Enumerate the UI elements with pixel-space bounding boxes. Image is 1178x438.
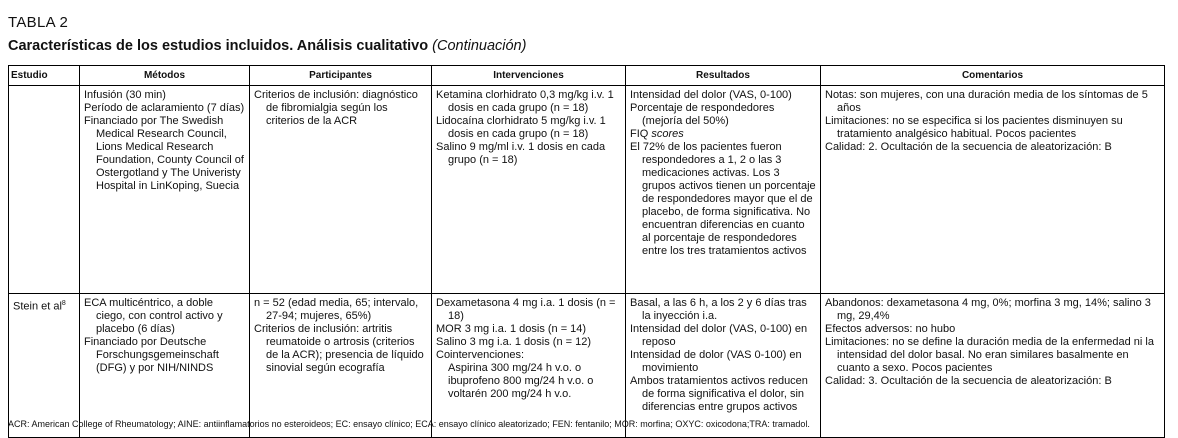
cell-resultados [626,86,821,294]
table-title [8,38,526,54]
cell-line: Criterios de inclusión: artritis reumatoide o artrosis (criterios de la ACR); presencia de líquido sinovial según ecografía [254,323,424,374]
cell-line: Limitaciones: no se define la duración media de la enfermedad ni la intensidad del dolor basal. No eran similares basalmente en cuanto a sexo. Pocos pacientes [825,336,1154,374]
cell-estudio [9,294,80,438]
header-intervenciones: Intervenciones [432,66,626,86]
header-metodos: Métodos [80,66,250,86]
table-footnote: ACR: American College of Rheumatology; AINE: antiinflamatorios no esteroideos; EC: ensayo clínico; ECA: ensayo clínico aleatorizado; FEN: fentanilo; MOR: morfina; OXYC: oxicodona;TRA: tramadol. [8,419,810,429]
cell-line: FIQ scores [630,128,684,140]
cell-line: Calidad: 3. Ocultación de la secuencia de aleatorización: B [825,375,1112,387]
table-title-continuation: (Continuación) [432,38,527,54]
study-name: Stein et al [13,300,62,313]
cell-comentarios [821,294,1165,438]
cell-line: Dexametasona 4 mg i.a. 1 dosis (n = 18) [436,297,616,322]
table-row [9,294,1165,438]
table-label: TABLA 2 [8,14,69,31]
cell-line: Porcentaje de respondedores (mejoría del 50%) [630,102,775,127]
cell-line: Calidad: 2. Ocultación de la secuencia de aleatorización: B [825,141,1112,153]
study-reference: 8 [61,300,66,307]
cell-metodos [80,86,250,294]
cell-participantes [250,86,432,294]
table-title-main: Características de los estudios incluidos. Análisis cualitativo [8,38,429,54]
cell-metodos [80,294,250,438]
header-participantes: Participantes [250,66,432,86]
cell-line: Efectos adversos: no hubo [825,323,956,335]
cell-resultados [626,294,821,438]
cell-line: ECA multicéntrico, a doble ciego, con control activo y placebo (6 días) [84,297,223,335]
cell-line: Financiado por Deutsche Forschungsgemeinschaft (DFG) y por NIH/NINDS [84,336,219,374]
header-comentarios: Comentarios [821,66,1165,86]
cell-line: Criterios de inclusión: diagnóstico de fibromialgia según los criterios de la ACR [254,89,418,127]
studies-table [8,65,1165,438]
cell-line: Intensidad de dolor (VAS 0-100) en movimiento [630,349,802,374]
cell-line: Cointervenciones: [436,349,525,361]
cell-line: Lidocaína clorhidrato 5 mg/kg i.v. 1 dosis en cada grupo (n = 18) [436,115,606,140]
cell-intervenciones [432,86,626,294]
cell-line: Ambos tratamientos activos reducen de forma significativa el dolor, sin diferencias entre grupos activos [630,375,808,413]
cell-line: Infusión (30 min) [84,89,166,101]
cell-estudio [9,86,80,294]
cell-line: MOR 3 mg i.a. 1 dosis (n = 14) [436,323,587,335]
table-header-row [9,66,1165,86]
cell-line: Período de aclaramiento (7 días) [84,102,245,114]
cell-line: Intensidad del dolor (VAS, 0-100) en reposo [630,323,808,348]
cell-line: Abandonos: dexametasona 4 mg, 0%; morfina 3 mg, 14%; salino 3 mg, 29,4% [825,297,1151,322]
cell-line: Financiado por The Swedish Medical Research Council, Lions Medical Research Foundation, County Council of Ostergotland y The Univeristy Hospital in LinKoping, Suecia [84,115,244,192]
cell-comentarios [821,86,1165,294]
cell-line: Basal, a las 6 h, a los 2 y 6 días tras la inyección i.a. [630,297,807,322]
cell-intervenciones [432,294,626,438]
header-resultados: Resultados [626,66,821,86]
italic-text: scores [651,128,684,140]
cell-line: Salino 9 mg/ml i.v. 1 dosis en cada grupo (n = 18) [436,141,606,166]
cell-participantes [250,294,432,438]
cell-line: Limitaciones: no se especifica si los pacientes disminuyen su tratamiento analgésico habitual. Pocos pacientes [825,115,1123,140]
table-row [9,86,1165,294]
cell-line: Intensidad del dolor (VAS, 0-100) [630,89,792,101]
cell-line: Notas: son mujeres, con una duración media de los síntomas de 5 años [825,89,1148,114]
cell-line: Ketamina clorhidrato 0,3 mg/kg i.v. 1 dosis en cada grupo (n = 18) [436,89,614,114]
cell-line: Aspirina 300 mg/24 h v.o. o ibuprofeno 800 mg/24 h v.o. o voltarén 200 mg/24 h v.o. [448,362,594,400]
cell-line: n = 52 (edad media, 65; intervalo, 27-94; mujeres, 65%) [254,297,419,322]
header-estudio: Estudio [9,66,80,86]
cell-line: Salino 3 mg i.a. 1 dosis (n = 12) [436,336,591,348]
cell-line: El 72% de los pacientes fueron respondedores a 1, 2 o las 3 medicaciones activas. Los 3 grupos activos tienen un porcentaje de respondedores mayor que el de placebo, de forma significativa. No encuentran diferencias en cuanto al porcentaje de respondedores entre los tres tratamientos activos [630,141,816,257]
